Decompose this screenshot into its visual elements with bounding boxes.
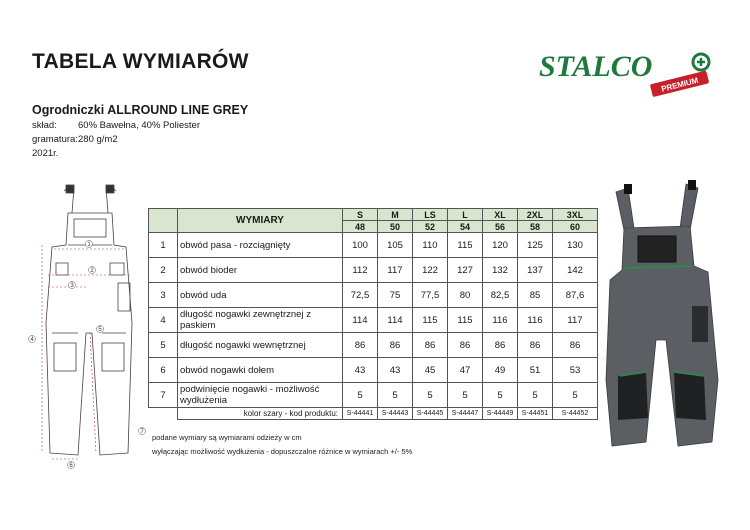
value-cell: 47: [448, 358, 483, 383]
value-cell: 43: [378, 358, 413, 383]
value-cell: 86: [483, 333, 518, 358]
measurement-row: [149, 283, 598, 308]
size-cell: LS: [413, 209, 448, 221]
value-cell: 112: [343, 258, 378, 283]
logo-badge: PREMIUM: [660, 75, 700, 94]
value-cell: 87,6: [553, 283, 598, 308]
eu-size-cell: 54: [448, 221, 483, 233]
eu-size-cell: 60: [553, 221, 598, 233]
code-cell: S-44447: [448, 408, 483, 420]
row-label: obwód bioder: [178, 258, 343, 283]
value-cell: 77,5: [413, 283, 448, 308]
size-header-row: [149, 209, 598, 221]
value-cell: 127: [448, 258, 483, 283]
row-label: podwinięcie nogawki - możliwość wydłużenia: [178, 383, 343, 408]
value-cell: 45: [413, 358, 448, 383]
sketch-marker-4: 4: [30, 337, 34, 343]
value-cell: 80: [448, 283, 483, 308]
value-cell: 86: [518, 333, 553, 358]
note-cm: podane wymiary są wymiarami odzieży w cm: [152, 433, 302, 442]
value-cell: 86: [378, 333, 413, 358]
value-cell: 100: [343, 233, 378, 258]
size-cell: 2XL: [518, 209, 553, 221]
page-title: TABELA WYMIARÓW: [32, 50, 249, 73]
row-number: 2: [149, 258, 178, 283]
size-cell: XL: [483, 209, 518, 221]
stalco-logo: [537, 44, 717, 99]
row-label: obwód nogawki dołem: [178, 358, 343, 383]
eu-size-cell: 58: [518, 221, 553, 233]
value-cell: 114: [378, 308, 413, 333]
size-cell: 3XL: [553, 209, 598, 221]
spec-value: 60% Bawełna, 40% Poliester: [78, 120, 200, 131]
size-cell: L: [448, 209, 483, 221]
code-cell: S-44443: [378, 408, 413, 420]
product-code-row: [149, 408, 598, 420]
sketch-marker-6: 6: [69, 463, 73, 469]
code-cell: S-44451: [518, 408, 553, 420]
spec-composition: [32, 120, 200, 131]
measurement-row: [149, 358, 598, 383]
value-cell: 72,5: [343, 283, 378, 308]
value-cell: 5: [448, 383, 483, 408]
measurement-row: [149, 308, 598, 333]
value-cell: 49: [483, 358, 518, 383]
sketch-marker-1: 1: [87, 242, 91, 248]
value-cell: 5: [483, 383, 518, 408]
code-cell: S-44441: [343, 408, 378, 420]
value-cell: 132: [483, 258, 518, 283]
logo-text: STALCO: [539, 50, 653, 83]
row-number: 7: [149, 383, 178, 408]
value-cell: 117: [378, 258, 413, 283]
sketch-marker-5: 5: [98, 327, 102, 333]
header-label: WYMIARY: [178, 209, 343, 233]
row-number: 3: [149, 283, 178, 308]
value-cell: 116: [483, 308, 518, 333]
spec-value: 280 g/m2: [78, 134, 118, 145]
code-label: kolor szary - kod produktu:: [178, 408, 343, 420]
value-cell: 5: [518, 383, 553, 408]
eu-size-cell: 50: [378, 221, 413, 233]
overalls-sketch: [28, 183, 148, 473]
value-cell: 51: [518, 358, 553, 383]
row-number: 5: [149, 333, 178, 358]
value-cell: 86: [448, 333, 483, 358]
size-table: [148, 208, 598, 420]
value-cell: 86: [343, 333, 378, 358]
eu-size-cell: 48: [343, 221, 378, 233]
measurement-row: [149, 383, 598, 408]
size-cell: S: [343, 209, 378, 221]
value-cell: 43: [343, 358, 378, 383]
code-blank: [149, 408, 178, 420]
spec-year: 2021r.: [32, 148, 59, 159]
row-label: obwód pasa - rozciągnięty: [178, 233, 343, 258]
value-cell: 5: [378, 383, 413, 408]
measurement-row: [149, 233, 598, 258]
value-cell: 130: [553, 233, 598, 258]
value-cell: 5: [343, 383, 378, 408]
value-cell: 75: [378, 283, 413, 308]
header-blank: [149, 209, 178, 233]
value-cell: 115: [448, 308, 483, 333]
value-cell: 105: [378, 233, 413, 258]
measurement-row: [149, 333, 598, 358]
eu-size-cell: 52: [413, 221, 448, 233]
value-cell: 115: [448, 233, 483, 258]
spec-key: skład:: [32, 120, 57, 131]
product-name: Ogrodniczki ALLROUND LINE GREY: [32, 103, 249, 117]
sketch-marker-3: 3: [70, 283, 74, 289]
value-cell: 53: [553, 358, 598, 383]
value-cell: 142: [553, 258, 598, 283]
value-cell: 117: [553, 308, 598, 333]
value-cell: 86: [413, 333, 448, 358]
eu-size-cell: 56: [483, 221, 518, 233]
overalls-photo: [594, 180, 724, 460]
value-cell: 82,5: [483, 283, 518, 308]
size-cell: M: [378, 209, 413, 221]
sketch-marker-7: 7: [140, 429, 144, 435]
row-label: długość nogawki wewnętrznej: [178, 333, 343, 358]
spec-key: gramatura:: [32, 134, 78, 145]
value-cell: 137: [518, 258, 553, 283]
value-cell: 5: [553, 383, 598, 408]
value-cell: 125: [518, 233, 553, 258]
row-number: 4: [149, 308, 178, 333]
value-cell: 122: [413, 258, 448, 283]
code-cell: S-44449: [483, 408, 518, 420]
value-cell: 5: [413, 383, 448, 408]
spec-weight: [32, 134, 118, 145]
row-number: 6: [149, 358, 178, 383]
code-cell: S-44452: [553, 408, 598, 420]
value-cell: 120: [483, 233, 518, 258]
row-label: obwód uda: [178, 283, 343, 308]
value-cell: 110: [413, 233, 448, 258]
row-label: długość nogawki zewnętrznej z paskiem: [178, 308, 343, 333]
measurement-row: [149, 258, 598, 283]
value-cell: 116: [518, 308, 553, 333]
value-cell: 85: [518, 283, 553, 308]
value-cell: 114: [343, 308, 378, 333]
note-tolerance: wyłączając możliwość wydłużenia - dopuszczalne różnice w wymiarach +/- 5%: [152, 447, 413, 456]
value-cell: 86: [553, 333, 598, 358]
row-number: 1: [149, 233, 178, 258]
code-cell: S-44445: [413, 408, 448, 420]
sketch-marker-2: 2: [90, 268, 94, 274]
value-cell: 115: [413, 308, 448, 333]
